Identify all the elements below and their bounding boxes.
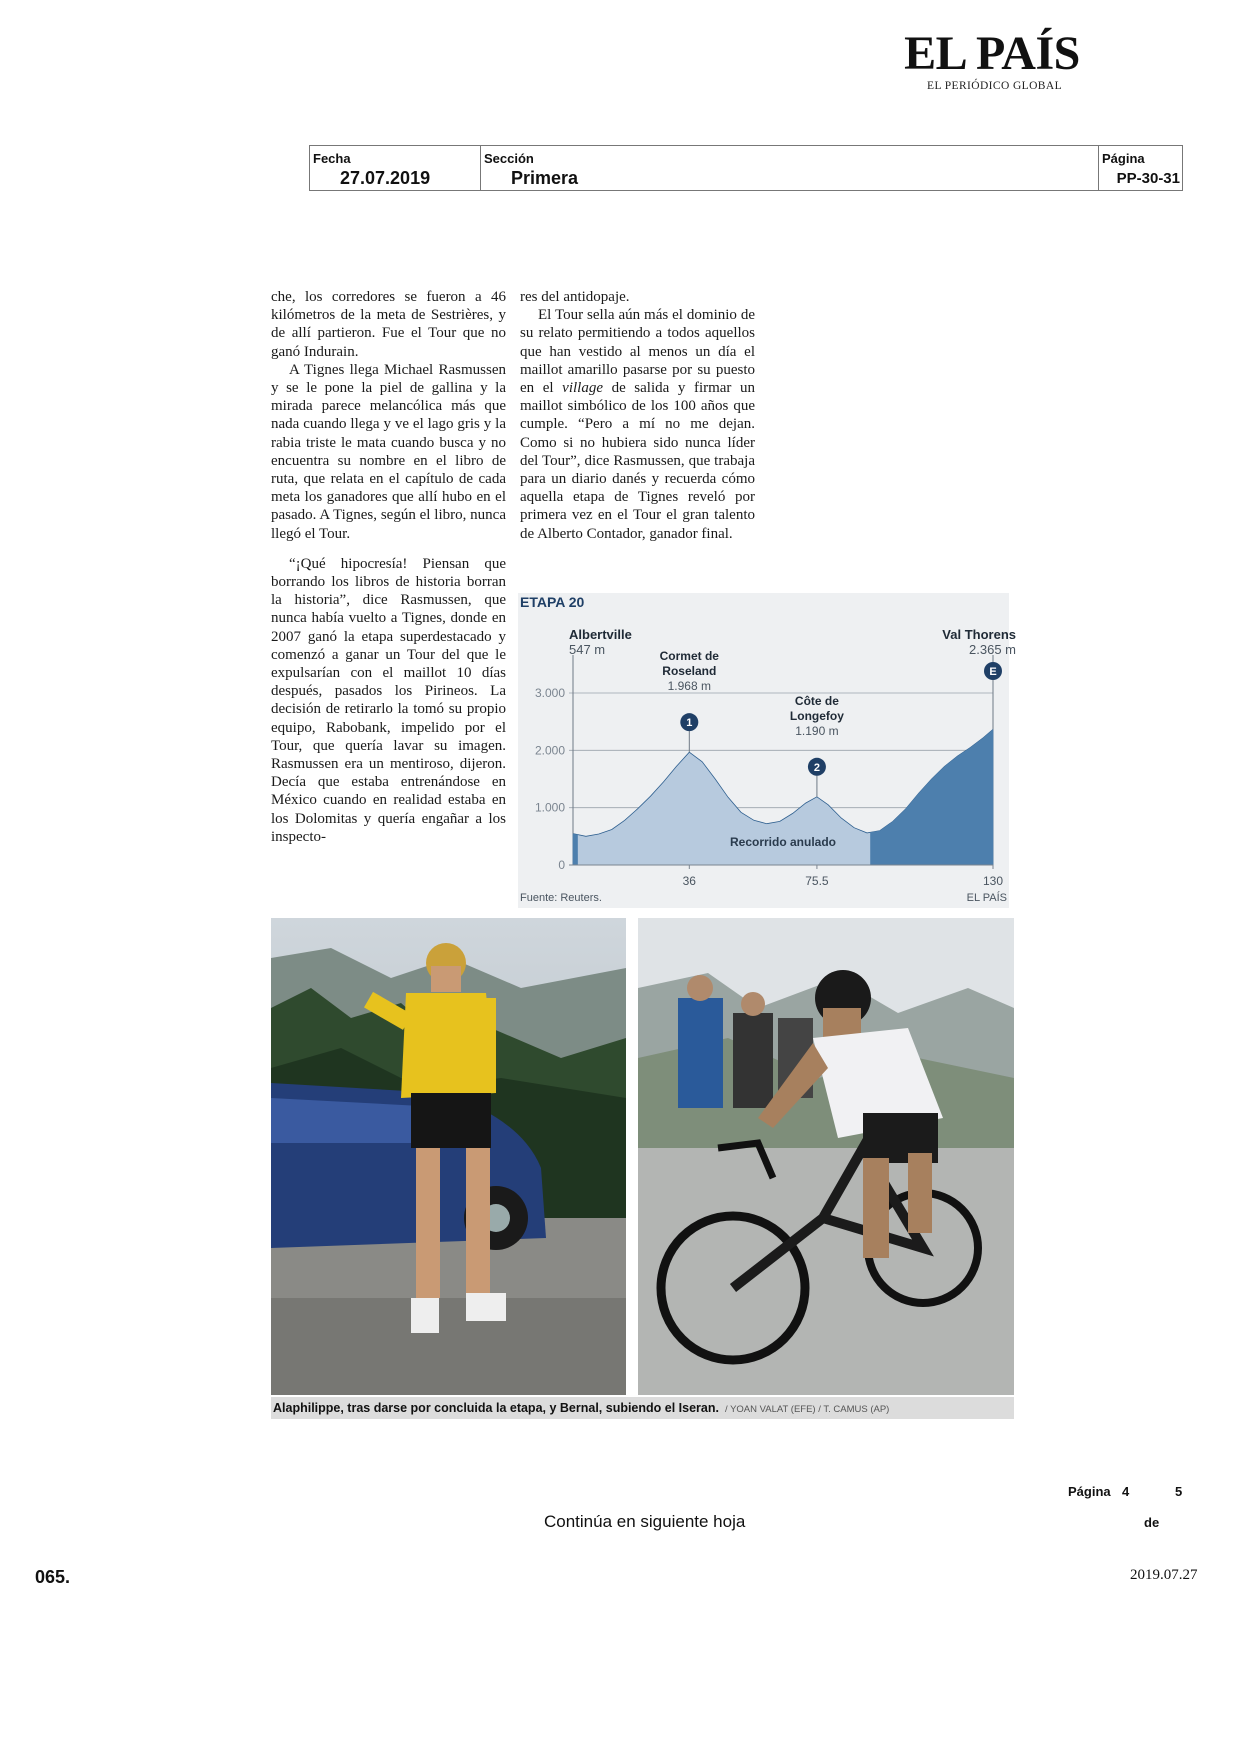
annulled-route-label: Recorrido anulado — [729, 835, 837, 850]
x-tick-label: 75.5 — [805, 874, 829, 888]
masthead-name: EL PAÍS — [904, 27, 1080, 80]
profile-area-raced — [573, 834, 578, 865]
y-tick-label: 0 — [558, 858, 565, 872]
fecha-cell — [310, 146, 481, 190]
stage-profile-chart — [518, 593, 1016, 908]
footer-de-label: de — [1144, 1515, 1160, 1530]
y-tick-label: 1.000 — [534, 800, 565, 815]
chart-title: ETAPA 20 — [520, 594, 585, 610]
chart-source: Fuente: Reuters. — [520, 892, 602, 904]
point-badge-label: 1 — [686, 717, 693, 730]
pagina-label: Página — [1102, 151, 1145, 166]
seccion-cell — [481, 146, 1099, 190]
photo-caption — [271, 1397, 1014, 1419]
seccion-label: Sección — [484, 151, 534, 166]
point-badge-label: E — [989, 666, 997, 678]
article-column-1 — [271, 288, 506, 846]
el-pais-logo — [892, 27, 1092, 92]
article-paragraph: A Tignes llega Michael Rasmussen y se le pone la piel de gallina y la mirada parece melancólica más que nada cuando llega y ve el lago gris y la rabia triste le mata cuando busca y no encuentra su nombre en el libro de ruta, que relata en el capítulo de cada meta los ganadores que allí hubo en el pasado. A Tignes, según el libro, nunca llegó el Tour. — [271, 361, 506, 542]
italic-run: village — [562, 380, 603, 397]
article-paragraph: che, los corredores se fueron a 46 kilómetros de la meta de Sestrières, y de allí partieron. Fue el Tour que no ganó Indurain. — [271, 289, 506, 360]
point-name: Cormet de Roseland — [659, 649, 719, 679]
photo-credit: / YOAN VALAT (EFE) / T. CAMUS (AP) — [724, 1404, 890, 1415]
x-tick-label: 36 — [682, 874, 696, 888]
seccion-value: Primera — [511, 168, 579, 188]
pagina-value: PP-30-31 — [1116, 170, 1180, 187]
article-paragraph — [520, 306, 755, 543]
header-info-box — [309, 145, 1183, 191]
photo-alaphilippe-illustration — [271, 918, 626, 1395]
chart-svg — [518, 593, 1016, 908]
fecha-label: Fecha — [313, 151, 351, 166]
pagina-cell — [1099, 146, 1182, 190]
point-elevation: 1.968 m — [667, 679, 711, 694]
fecha-value: 27.07.2019 — [340, 168, 431, 188]
point-badge-label: 2 — [813, 761, 820, 774]
point-name: Côte de Longefoy — [789, 693, 844, 723]
y-tick-label: 2.000 — [534, 743, 565, 758]
chart-credit: EL PAÍS — [966, 892, 1007, 904]
document-code: 065. — [35, 1567, 71, 1587]
photo-alaphilippe — [271, 918, 626, 1395]
text-run: El Tour sella aún más el dominio de su relato permitiendo a todos aquellos que han vestido al menos un día el maillot amarillo pasarse por su puesto en el — [520, 307, 755, 397]
caption-text: Alaphilippe, tras darse por concluida la etapa, y Bernal, subiendo el Iseran. — [273, 1401, 719, 1415]
article-column-2 — [520, 288, 755, 543]
point-elevation: 2.365 m — [969, 642, 1016, 657]
point-name: Albertville — [569, 627, 632, 642]
point-elevation: 547 m — [569, 642, 606, 657]
continua-label: Continúa en siguiente hoja — [544, 1512, 746, 1531]
date-stamp: 2019.07.27 — [1130, 1567, 1198, 1583]
article-paragraph: “¡Qué hipocresía! Piensan que borrando los libros de historia borran la historia”, dice Rasmussen, que nunca había vuelto a Tignes, donde en 2007 ganó la etapa superdestacado y comenzó a ganar un Tour del que le expulsarían con el maillot 10 días después, pasados los Pirineos. La decisión de retirarlo la tomó su propio equipo, Rabobank, impelido por el Tour, que quería lavar su imagen. Rasmussen era un mentiroso, dijeron. Decía que estaba entrenándose en México cuando en realidad estaba en los Dolomitas y quería engañar a los inspecto- — [271, 555, 506, 845]
photo-bernal-illustration — [638, 918, 1014, 1395]
point-elevation: 1.190 m — [795, 723, 839, 738]
article-paragraph: res del antidopaje. — [520, 289, 630, 305]
y-tick-label: 3.000 — [534, 686, 565, 700]
footer-page-total: 5 — [1175, 1484, 1183, 1499]
photo-bernal — [638, 918, 1014, 1395]
x-tick-label: 130 — [982, 874, 1004, 888]
point-name: Val Thorens — [942, 627, 1016, 642]
footer-pagina-label: Página — [1068, 1484, 1111, 1499]
masthead-tagline: EL PERIÓDICO GLOBAL — [927, 80, 1062, 92]
text-run: de salida y firmar un maillot simbólico de los 100 años que cumple. “Pero a mí no me dejan. Como si no hubiera sido nunca líder del Tour”, dice Rasmussen, que trabaja para un diario danés y recuerda cómo aquella etapa de Tignes reveló por primera vez en el Tour el gran talento de Alberto Contador, ganador final. — [520, 380, 756, 542]
footer-page-number: 4 — [1122, 1484, 1130, 1499]
